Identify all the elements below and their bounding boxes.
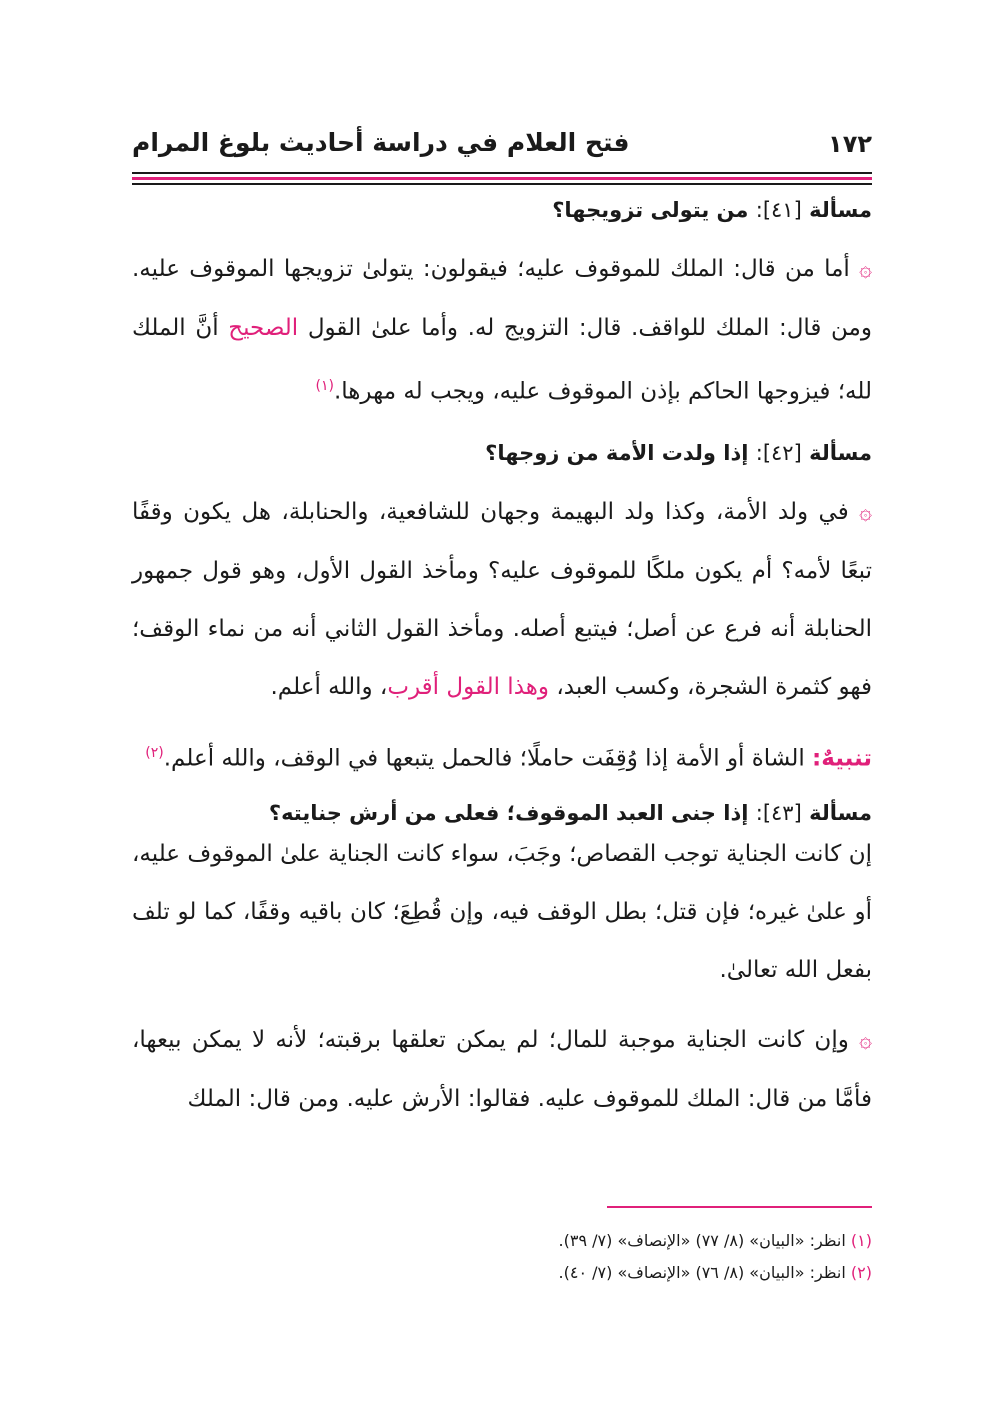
question-label: مسألة (809, 801, 872, 826)
footnote-ref[interactable]: (٢) (145, 744, 164, 761)
footnote-1 (132, 1225, 872, 1257)
note-label: تنبيهٌ: (812, 745, 872, 772)
footnote-ref[interactable]: (١) (315, 378, 334, 394)
highlight-text: وهذا القول أقرب (387, 673, 550, 700)
main-content (132, 190, 872, 1128)
highlight-text: الصحيح (228, 315, 299, 341)
body-text: وإن كانت الجناية موجبة للمال؛ لم يمكن تعلقها برقبته؛ لأنه لا يمكن بيعها، فأمَّا من قال: الملك للموقوف عليه. فقالوا: الأرش عليه. ومن قال: الملك (132, 1027, 872, 1113)
question-number: [٤٣]: (755, 801, 802, 826)
header-rule-bottom (132, 183, 872, 185)
body-text: أما من قال: الملك للموقوف عليه؛ فيقولون: يتولىٰ تزويجها الموقوف عليه. ومن قال: الملك للواقف. قال: التزويج له. وأما علىٰ القول (132, 256, 872, 341)
page-header (132, 126, 872, 166)
footnote-2 (132, 1257, 872, 1289)
body-text: ، والله أعلم. (270, 673, 388, 700)
ornament-icon: ۞ (859, 1028, 873, 1054)
question-43-body-2 (132, 1011, 872, 1128)
book-title: فتح العلام في دراسة أحاديث بلوغ المرام (132, 128, 630, 157)
question-number: [٤٢]: (755, 440, 802, 465)
question-title: من يتولى تزويجها؟ (552, 198, 749, 222)
body-text: إن كانت الجناية توجب القصاص؛ وجَبَ، سواء كانت الجناية علىٰ الموقوف عليه، أو علىٰ غيره؛ فإن قتل؛ بطل الوقف فيه، وإن قُطِعَ؛ كان باقيه وقفًا، كما لو تلف بفعل الله تعالىٰ. (132, 841, 872, 984)
footnote-number: (١) (850, 1231, 872, 1250)
question-number: [٤١]: (755, 198, 802, 222)
footnote-number: (٢) (850, 1263, 872, 1282)
footnotes (132, 1225, 872, 1289)
question-42-heading (132, 441, 872, 465)
question-41-body (132, 240, 872, 421)
question-42-body (132, 483, 872, 716)
page-number: ١٧٢ (828, 130, 872, 158)
question-label: مسألة (809, 440, 872, 465)
question-43-heading (132, 801, 872, 825)
ornament-icon: ۞ (859, 499, 872, 525)
header-rule-accent (132, 177, 872, 180)
question-label: مسألة (809, 198, 872, 222)
question-title: إذا جنى العبد الموقوف؛ فعلى من أرش جنايته؟ (268, 801, 749, 826)
footnote-divider (607, 1206, 872, 1208)
body-text: أنَّ الملك لله؛ فيزوجها الحاكم بإذن الموقوف عليه، ويجب له مهرها. (132, 315, 872, 405)
header-rule-top (132, 172, 872, 174)
note-paragraph (132, 724, 872, 788)
note-text: الشاة أو الأمة إذا وُقِفَت حاملًا؛ فالحمل يتبعها في الوقف، والله أعلم. (163, 745, 813, 772)
footnote-text: انظر: «البيان» (٨/ ٧٧) «الإنصاف» (٧/ ٣٩). (558, 1231, 846, 1250)
question-title: إذا ولدت الأمة من زوجها؟ (485, 440, 749, 465)
ornament-icon: ۞ (859, 257, 873, 282)
question-41-heading (132, 198, 872, 222)
question-43-body-1 (132, 825, 872, 999)
body-text: في ولد الأمة، وكذا ولد البهيمة وجهان للشافعية، والحنابلة، هل يكون وقفًا تبعًا لأمه؟ أم يكون ملكًا للموقوف عليه؟ ومأخذ القول الأول، وهو قول جمهور الحنابلة أنه فرع عن أصل؛ فيتبع أصله. ومأخذ القول الثاني أنه من نماء الوقف؛ فهو كثمرة الشجرة، وكسب العبد، (132, 498, 872, 700)
footnote-text: انظر: «البيان» (٨/ ٧٦) «الإنصاف» (٧/ ٤٠). (558, 1263, 846, 1282)
